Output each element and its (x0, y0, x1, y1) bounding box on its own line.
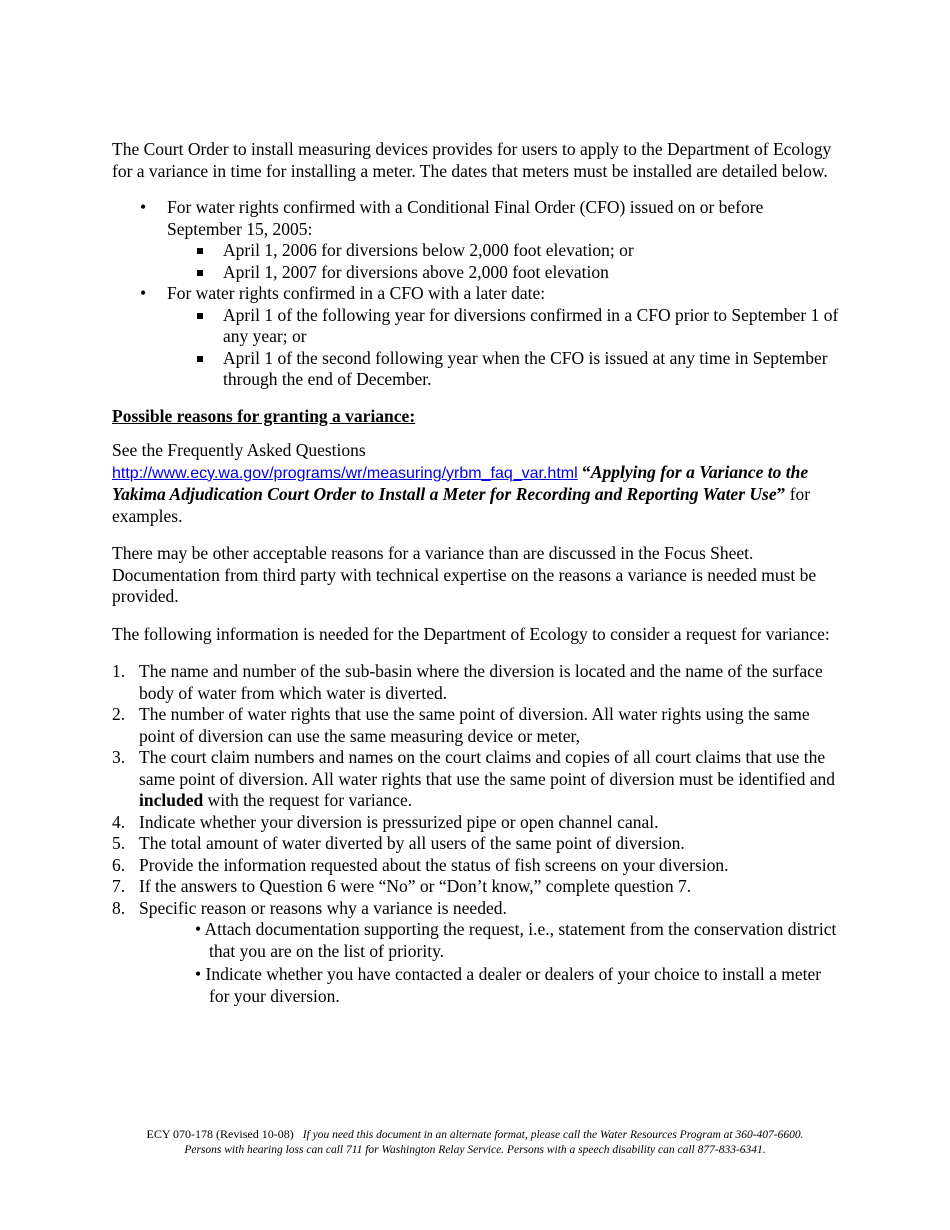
footer-line-2: Persons with hearing loss can call 711 for Washington Relay Service. Persons with a speech disability can call 877-833-6341. (184, 1144, 766, 1156)
bullet-icon: • (140, 283, 147, 303)
sub-list (167, 305, 842, 391)
item-text-bold: included (139, 790, 204, 810)
list-item (112, 704, 842, 747)
faq-tail: for examples. (112, 484, 811, 526)
footer-line-1: If you need this document in an alternate format, please call the Water Resources Program at 360-407-6600. (302, 1129, 804, 1141)
list-item (112, 833, 842, 855)
item-text: The court claim numbers and names on the court claims and copies of all court claims that use the same point of diversion. All water rights that use the same point of diversion must be identified and (139, 747, 835, 789)
list-item (112, 876, 842, 898)
item-number: 4. (112, 811, 126, 832)
item-text: The total amount of water diverted by all users of the same point of diversion. (139, 833, 685, 853)
bullet-icon: • (195, 964, 206, 984)
sub-item-text: April 1 of the second following year when the CFO is issued at any time in September through the end of December. (223, 347, 828, 389)
faq-title: Applying for a Variance to the Yakima Adjudication Court Order to Install a Meter for Recording and Reporting Water Use (112, 461, 809, 504)
section-heading: Possible reasons for granting a variance: (112, 405, 416, 426)
faq-lead: See the Frequently Asked Questions (112, 440, 366, 460)
square-bullet-icon (197, 313, 203, 319)
item-number: 6. (112, 854, 126, 875)
list-item (112, 812, 842, 834)
list-item (167, 240, 842, 262)
page-footer (0, 1127, 950, 1158)
item-number: 3. (112, 747, 126, 767)
sub-list (139, 919, 842, 1007)
square-bullet-icon (197, 356, 203, 362)
list-item (112, 898, 842, 1008)
item-text: Provide the information requested about the status of fish screens on your diversion. (139, 854, 729, 875)
sub-item-text: Attach documentation supporting the request, i.e., statement from the conservation district that you are on the list of priority. (204, 919, 837, 961)
faq-paragraph (112, 440, 842, 527)
list-item (112, 283, 842, 391)
bullet-text: For water rights confirmed in a CFO with a later date: (167, 283, 546, 303)
square-bullet-icon (197, 270, 203, 276)
paragraph-other-reasons: There may be other acceptable reasons for a variance than are discussed in the Focus Sheet. Documentation from third party with technical expertise on the reasons a variance is needed must be provided. (112, 543, 817, 606)
bullet-text: For water rights confirmed with a Conditional Final Order (CFO) issued on or before September 15, 2005: (167, 197, 764, 239)
list-item (167, 262, 842, 284)
item-text: with the request for variance. (203, 790, 413, 810)
close-quote: ” (776, 484, 786, 504)
item-text: The name and number of the sub-basin where the diversion is located and the name of the surface body of water from which water is diverted. (139, 661, 823, 703)
list-item (112, 747, 842, 812)
intro-paragraph: The Court Order to install measuring devices provides for users to apply to the Department of Ecology for a variance in time for installing a meter. The dates that meters must be installed are detailed below. (112, 139, 832, 181)
list-item (167, 919, 842, 962)
item-text: If the answers to Question 6 were “No” or “Don’t know,” complete question 7. (139, 876, 692, 896)
item-text: The number of water rights that use the same point of diversion. All water rights using the same point of diversion can use the same measuring device or meter, (139, 704, 810, 746)
square-bullet-icon (197, 248, 203, 254)
paragraph-info-needed: The following information is needed for the Department of Ecology to consider a request for variance: (112, 623, 830, 644)
sub-item-text: April 1, 2007 for diversions above 2,000 foot elevation (223, 261, 609, 282)
list-item (167, 348, 842, 391)
sub-item-text: April 1, 2006 for diversions below 2,000 foot elevation; or (223, 240, 634, 260)
item-number: 5. (112, 833, 126, 853)
bullet-icon: • (140, 197, 147, 217)
document-body (112, 139, 842, 1007)
item-text: Specific reason or reasons why a variance is needed. (139, 897, 507, 918)
list-item (167, 305, 842, 348)
list-item (112, 661, 842, 704)
bullet-icon: • (195, 919, 205, 939)
list-item (112, 855, 842, 877)
item-number: 2. (112, 704, 126, 724)
deadline-list (112, 197, 842, 391)
form-code: ECY 070-178 (Revised 10-08) (146, 1127, 294, 1141)
faq-link[interactable]: http://www.ecy.wa.gov/programs/wr/measuring/yrbm_faq_var.html (112, 464, 578, 482)
item-number: 7. (112, 876, 126, 896)
item-number: 1. (112, 661, 126, 681)
list-item (112, 197, 842, 283)
item-text: Indicate whether your diversion is pressurized pipe or open channel canal. (139, 811, 659, 832)
sub-list (167, 240, 842, 283)
list-item (167, 964, 842, 1007)
numbered-list (112, 661, 842, 1007)
sub-item-text: April 1 of the following year for diversions confirmed in a CFO prior to September 1 of any year; or (223, 304, 839, 346)
item-number: 8. (112, 897, 126, 918)
sub-item-text: Indicate whether you have contacted a dealer or dealers of your choice to install a meter for your diversion. (205, 964, 822, 1006)
open-quote: “ (582, 461, 591, 482)
